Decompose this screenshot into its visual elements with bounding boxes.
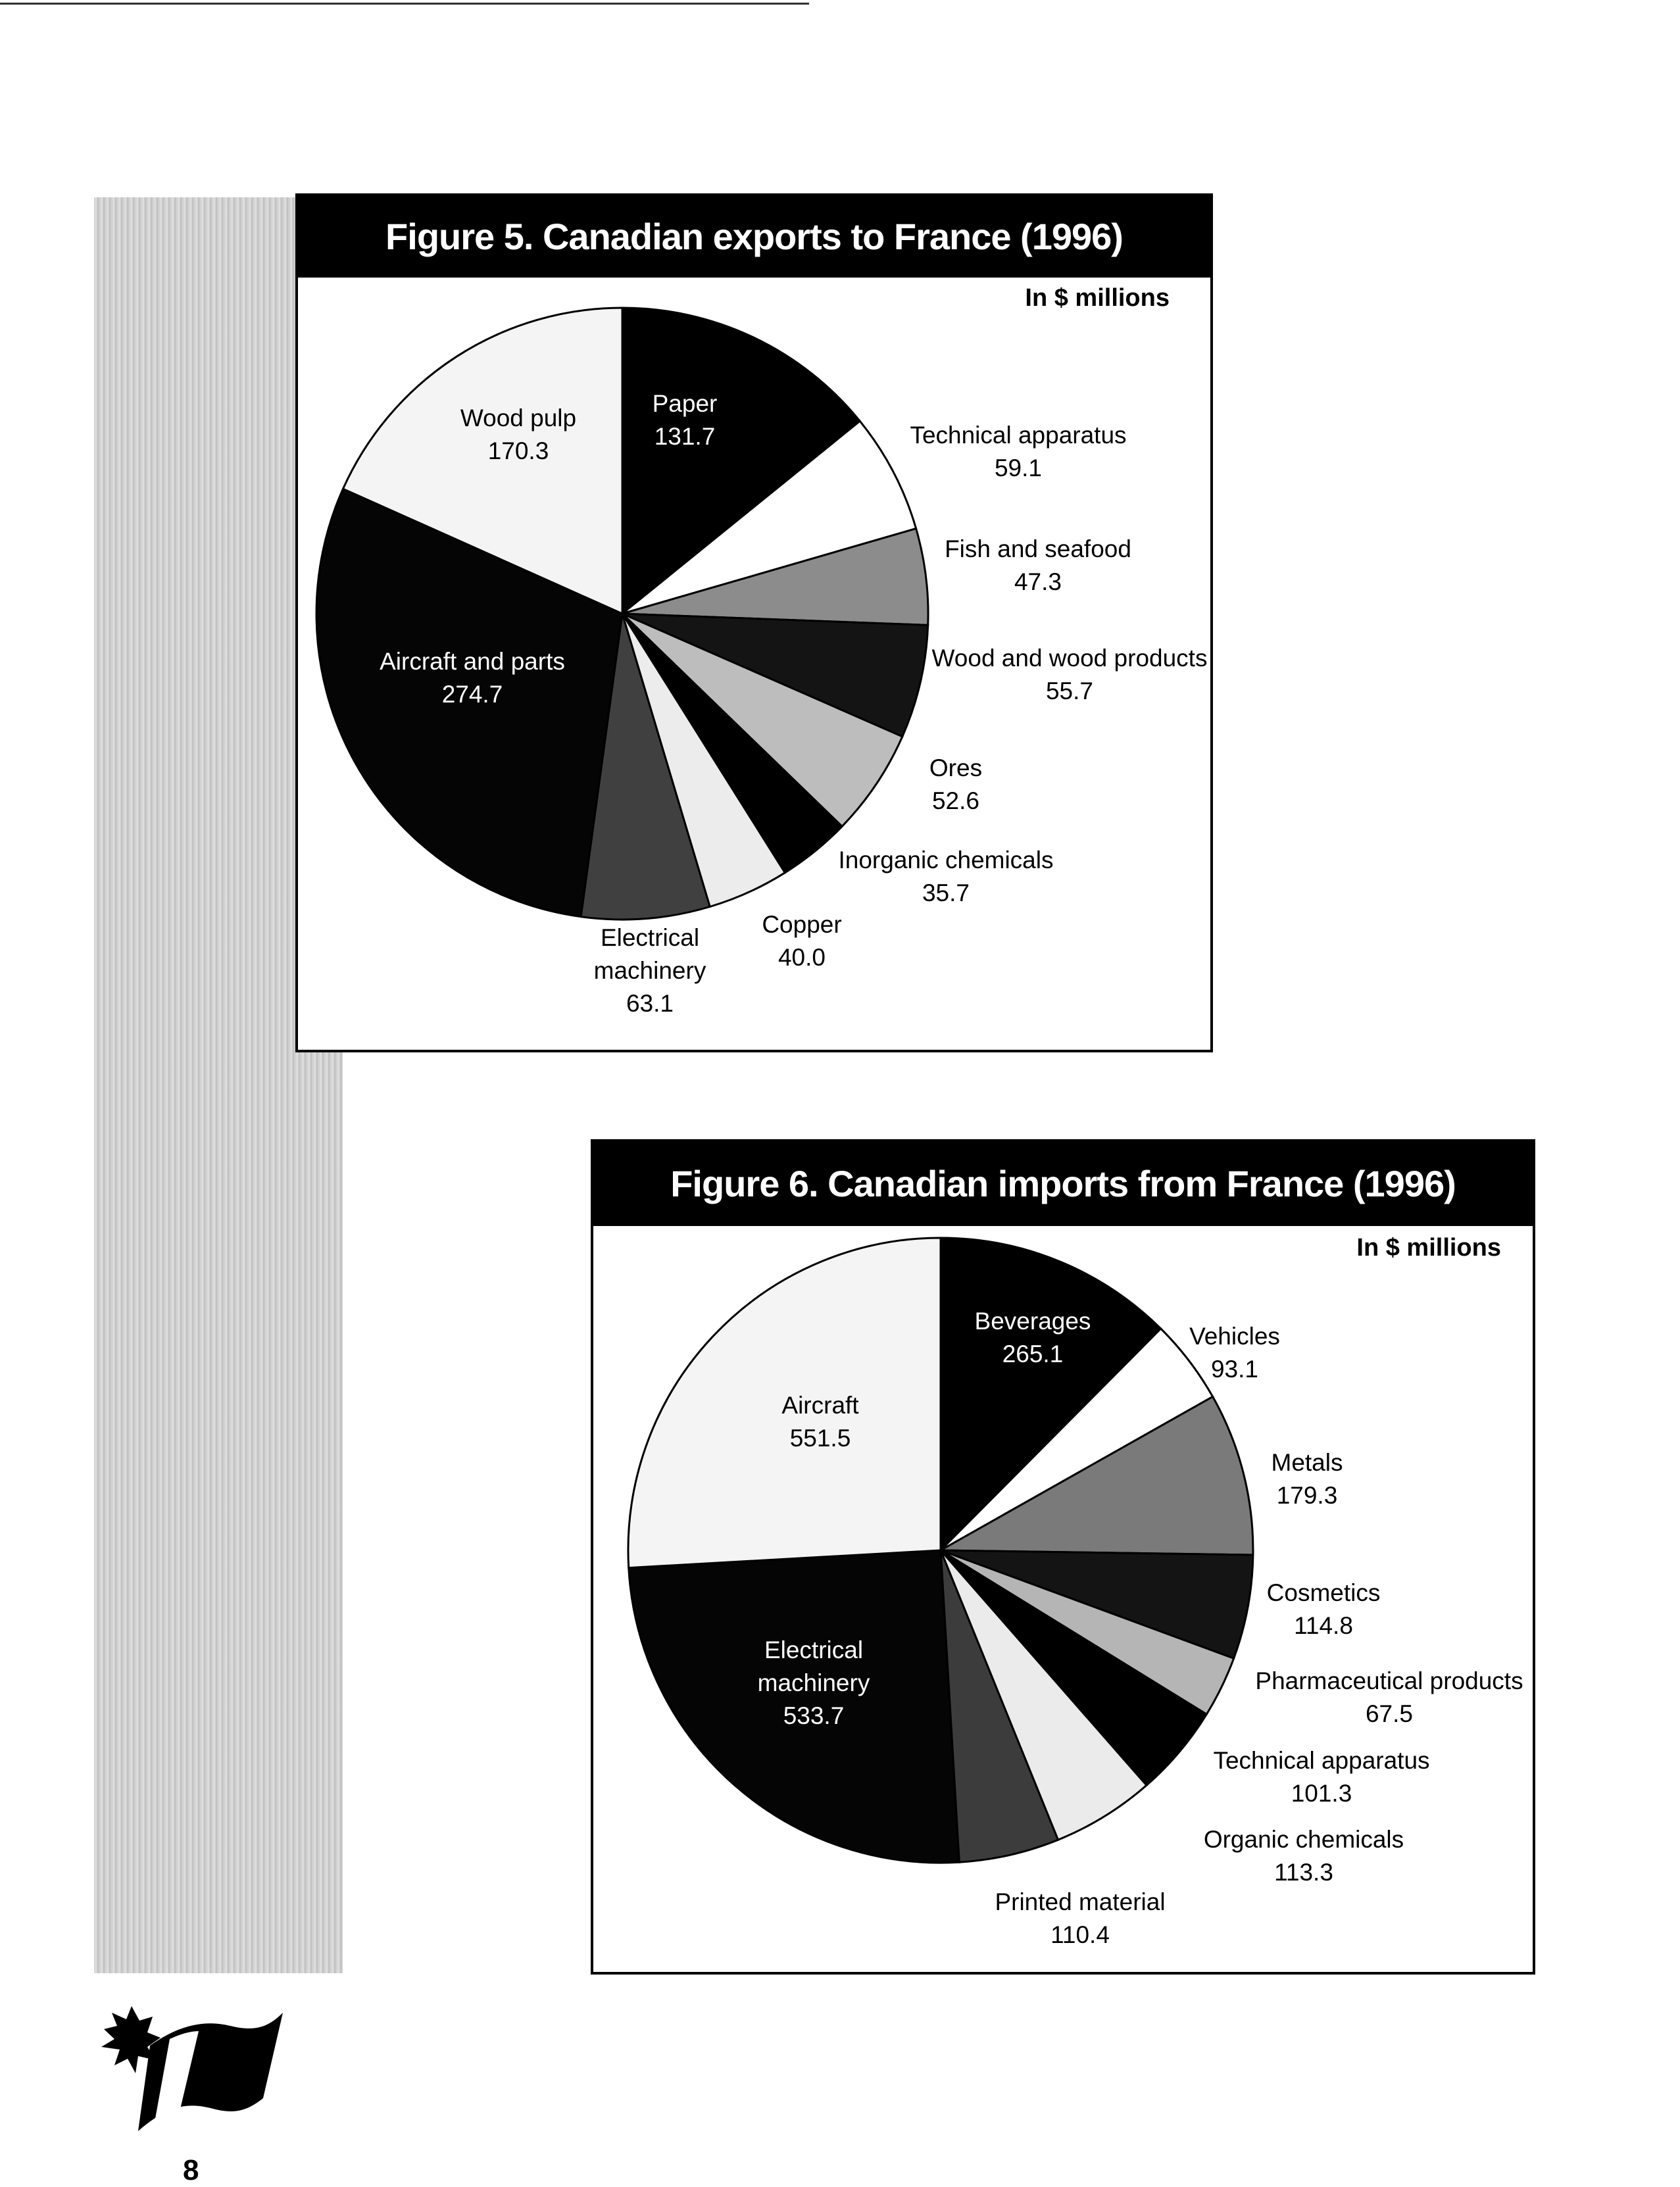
page-number: 8 (183, 2154, 199, 2186)
figure-5-panel (295, 193, 1213, 1052)
figure-5-pie-chart (298, 196, 1216, 1055)
slice-label-copper: Copper 40.0 (762, 911, 842, 971)
slice-label-electrical-machinery: Electrical machinery 533.7 (757, 1636, 870, 1729)
slice-label-printed-material: Printed material 110.4 (995, 1888, 1166, 1948)
top-rule (0, 3, 809, 5)
slice-label-pharmaceutical-products: Pharmaceutical products 67.5 (1255, 1667, 1523, 1727)
slice-label-metals: Metals 179.3 (1271, 1449, 1343, 1509)
canada-france-flag-icon (92, 2000, 289, 2151)
figure-6-panel (591, 1139, 1535, 1975)
slice-label-wood-and-wood-products: Wood and wood products 55.7 (931, 645, 1208, 704)
figure-5-title: Figure 5. Canadian exports to France (1996) (298, 196, 1210, 278)
slice-label-aircraft: Aircraft 551.5 (781, 1392, 859, 1452)
slice-label-beverages: Beverages 265.1 (974, 1308, 1091, 1367)
figure-5-units: In $ millions (1025, 284, 1170, 312)
figure-6-units: In $ millions (1356, 1234, 1501, 1262)
slice-label-ores: Ores 52.6 (929, 754, 983, 814)
slice-label-technical-apparatus: Technical apparatus 59.1 (910, 422, 1127, 481)
slice-label-paper: Paper 131.7 (652, 390, 718, 450)
slice-label-aircraft-and-parts: Aircraft and parts 274.7 (380, 648, 565, 708)
slice-label-vehicles: Vehicles 93.1 (1189, 1323, 1280, 1383)
slice-label-inorganic-chemicals: Inorganic chemicals 35.7 (838, 847, 1054, 906)
slice-label-organic-chemicals: Organic chemicals 113.3 (1203, 1826, 1404, 1886)
slice-label-technical-apparatus: Technical apparatus 101.3 (1213, 1747, 1430, 1807)
slice-label-cosmetics: Cosmetics 114.8 (1266, 1579, 1381, 1639)
slice-label-electrical-machinery: Electrical machinery 63.1 (593, 924, 706, 1017)
slice-label-fish-and-seafood: Fish and seafood 47.3 (945, 535, 1131, 595)
figure-6-pie-chart (593, 1142, 1538, 1977)
slice-label-wood-pulp: Wood pulp 170.3 (460, 405, 577, 464)
figure-6-title: Figure 6. Canadian imports from France (1996) (593, 1142, 1533, 1226)
